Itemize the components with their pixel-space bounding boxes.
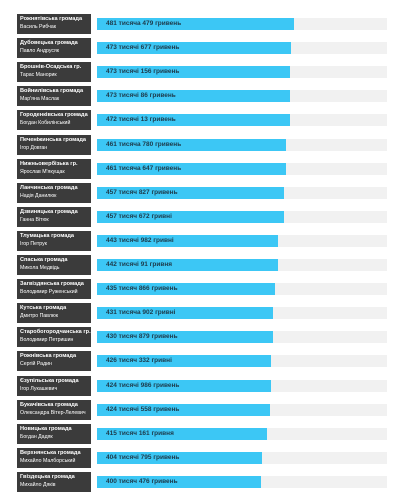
bar-row — [17, 424, 390, 444]
head-name: Сергій Радин — [20, 361, 52, 368]
hromada-name: Новицька громада — [20, 425, 72, 432]
value-label: 472 тисячі 13 гривень — [106, 116, 176, 124]
head-name: Павло Андрусяк — [20, 48, 60, 55]
bar-row — [17, 183, 390, 203]
hromada-label — [17, 110, 91, 130]
value-label: 430 тисяч 879 гривень — [106, 333, 178, 341]
head-name: Володимир Руженський — [20, 289, 78, 296]
bar-row — [17, 14, 390, 34]
bar-row — [17, 376, 390, 396]
bar-track — [97, 452, 387, 464]
hromada-name: Брошнів-Осадська гр. — [20, 64, 82, 71]
value-label: 424 тисячі 986 гривень — [106, 381, 180, 389]
bar-row — [17, 62, 390, 82]
head-name: Василь Рибчак — [20, 24, 57, 30]
bar-track — [97, 428, 387, 440]
hromada-name: Печеніжинська громада — [20, 136, 87, 143]
bar-row — [17, 110, 390, 130]
head-name: Богдан Дадяк — [20, 433, 53, 440]
hromada-label — [17, 86, 91, 106]
bar-row — [17, 231, 390, 251]
hromada-name: Гвіздецька громада — [20, 473, 75, 480]
value-label: 400 тисяч 476 гривень — [106, 477, 178, 485]
hromada-label — [17, 303, 91, 323]
hromada-label — [17, 231, 91, 251]
bar-row — [17, 255, 390, 275]
hromada-name: Кутська громада — [20, 305, 67, 312]
hromada-name: Городенківська громада — [20, 112, 88, 119]
head-name: Ганна Вітюк — [20, 216, 49, 223]
hromada-label — [17, 14, 91, 34]
bar-track — [97, 211, 387, 223]
value-label: 431 тисяча 902 гривні — [106, 309, 176, 317]
value-label: 461 тисяча 780 гривень — [106, 140, 182, 148]
bar-track — [97, 307, 387, 319]
hromada-name: Войнилівська громада — [20, 88, 84, 95]
hromada-label — [17, 327, 91, 347]
head-name: Ігор Довган — [20, 144, 48, 151]
bar-row — [17, 448, 390, 468]
head-name: Володимир Петришин — [20, 337, 74, 344]
hromada-label — [17, 255, 91, 275]
bar-track — [97, 404, 387, 416]
hromada-label — [17, 183, 91, 203]
bar-row — [17, 279, 390, 299]
head-name: Михайло Дяків — [20, 481, 56, 488]
bar-row — [17, 86, 390, 106]
value-label: 415 тисяч 161 гривня — [106, 429, 174, 437]
bar-track — [97, 355, 387, 367]
value-label: 426 тисяч 332 гривні — [106, 357, 172, 365]
bar-track — [97, 235, 387, 247]
head-name: Богдан Кобилінський — [20, 120, 71, 127]
value-label: 461 тисяча 647 гривень — [106, 164, 182, 172]
bar-row — [17, 327, 390, 347]
value-label: 442 тисячі 91 гривня — [106, 261, 173, 268]
value-label: 457 тисяч 672 гривні — [106, 212, 172, 220]
hromada-name: Тлумацька громада — [20, 232, 75, 239]
bar-track — [97, 331, 387, 343]
head-name: Ігор Лукашевич — [20, 385, 58, 392]
hromada-name: Єзупільська громада — [20, 377, 79, 384]
hromada-label — [17, 279, 91, 299]
hromada-label — [17, 448, 91, 468]
hromada-label — [17, 38, 91, 58]
hromada-name: Рожнятівська громада — [20, 16, 83, 22]
value-label: 435 тисяч 866 гривень — [106, 285, 178, 293]
bar-track — [97, 90, 387, 102]
head-name: Ярослав М'якущак — [20, 168, 65, 175]
hromada-name: Спаська громада — [20, 257, 68, 263]
bar-row — [17, 400, 390, 420]
bar-track — [97, 380, 387, 392]
head-name: Олександра Вітер-Лелевич — [20, 409, 86, 416]
bar-track — [97, 283, 387, 295]
head-name: Ігор Петрук — [20, 240, 47, 247]
value-label: 473 тисячі 156 гривень — [106, 68, 180, 76]
head-name: Тарас Манорик — [20, 72, 57, 79]
bar-row — [17, 38, 390, 58]
hromada-label — [17, 424, 91, 444]
head-name: Мар'яна Маслак — [20, 96, 60, 103]
bar-row — [17, 135, 390, 155]
bar-track — [97, 259, 387, 271]
bar-track — [97, 476, 387, 488]
bar-track — [97, 163, 387, 175]
hromada-label — [17, 62, 91, 82]
hromada-label — [17, 400, 91, 420]
hromada-name: Букачівська громада — [20, 401, 78, 408]
hromada-name: Рожнівська громада — [20, 353, 77, 360]
value-label: 473 тисячі 677 гривень — [106, 44, 180, 52]
hromada-name: Ланчинська громада — [20, 184, 78, 191]
value-label: 457 тисяч 827 гривень — [106, 188, 178, 196]
bar-row — [17, 472, 390, 492]
bar-row — [17, 207, 390, 227]
hromada-label — [17, 207, 91, 227]
bar-track — [97, 187, 387, 199]
bar-track — [97, 139, 387, 151]
value-label: 424 тисячі 558 гривень — [106, 405, 180, 413]
head-name: Надія Данилюк — [20, 192, 57, 199]
hromada-label — [17, 376, 91, 396]
hromada-name: Старобогородчанська гр. — [20, 329, 91, 336]
hromada-name: Загвіздянська громада — [20, 281, 84, 288]
bar-row — [17, 303, 390, 323]
head-name: Дмитро Павлюк — [20, 313, 59, 320]
bar-track — [97, 18, 387, 30]
hromada-name: Верхнянська громада — [20, 449, 81, 456]
hromada-label — [17, 159, 91, 179]
value-label: 404 тисячі 795 гривень — [106, 453, 180, 461]
bar-row — [17, 159, 390, 179]
hromada-label — [17, 472, 91, 492]
head-name: Михайло Малборський — [20, 457, 76, 464]
value-label: 473 тисячі 86 гривень — [106, 92, 176, 100]
hromada-label — [17, 135, 91, 155]
hromada-name: Дубовецька громада — [20, 40, 78, 47]
bar-track — [97, 66, 387, 78]
bar-track — [97, 42, 387, 54]
bar-row — [17, 351, 390, 371]
hromada-name: Дзвиняцька громада — [20, 208, 78, 215]
head-name: Микола Медвідь — [20, 265, 60, 271]
value-label: 481 тисяча 479 гривень — [106, 20, 182, 27]
value-label: 443 тисячі 982 гривні — [106, 236, 174, 244]
hromada-name: Нижньовербізька гр. — [20, 160, 78, 167]
hromada-label — [17, 351, 91, 371]
bar-track — [97, 114, 387, 126]
